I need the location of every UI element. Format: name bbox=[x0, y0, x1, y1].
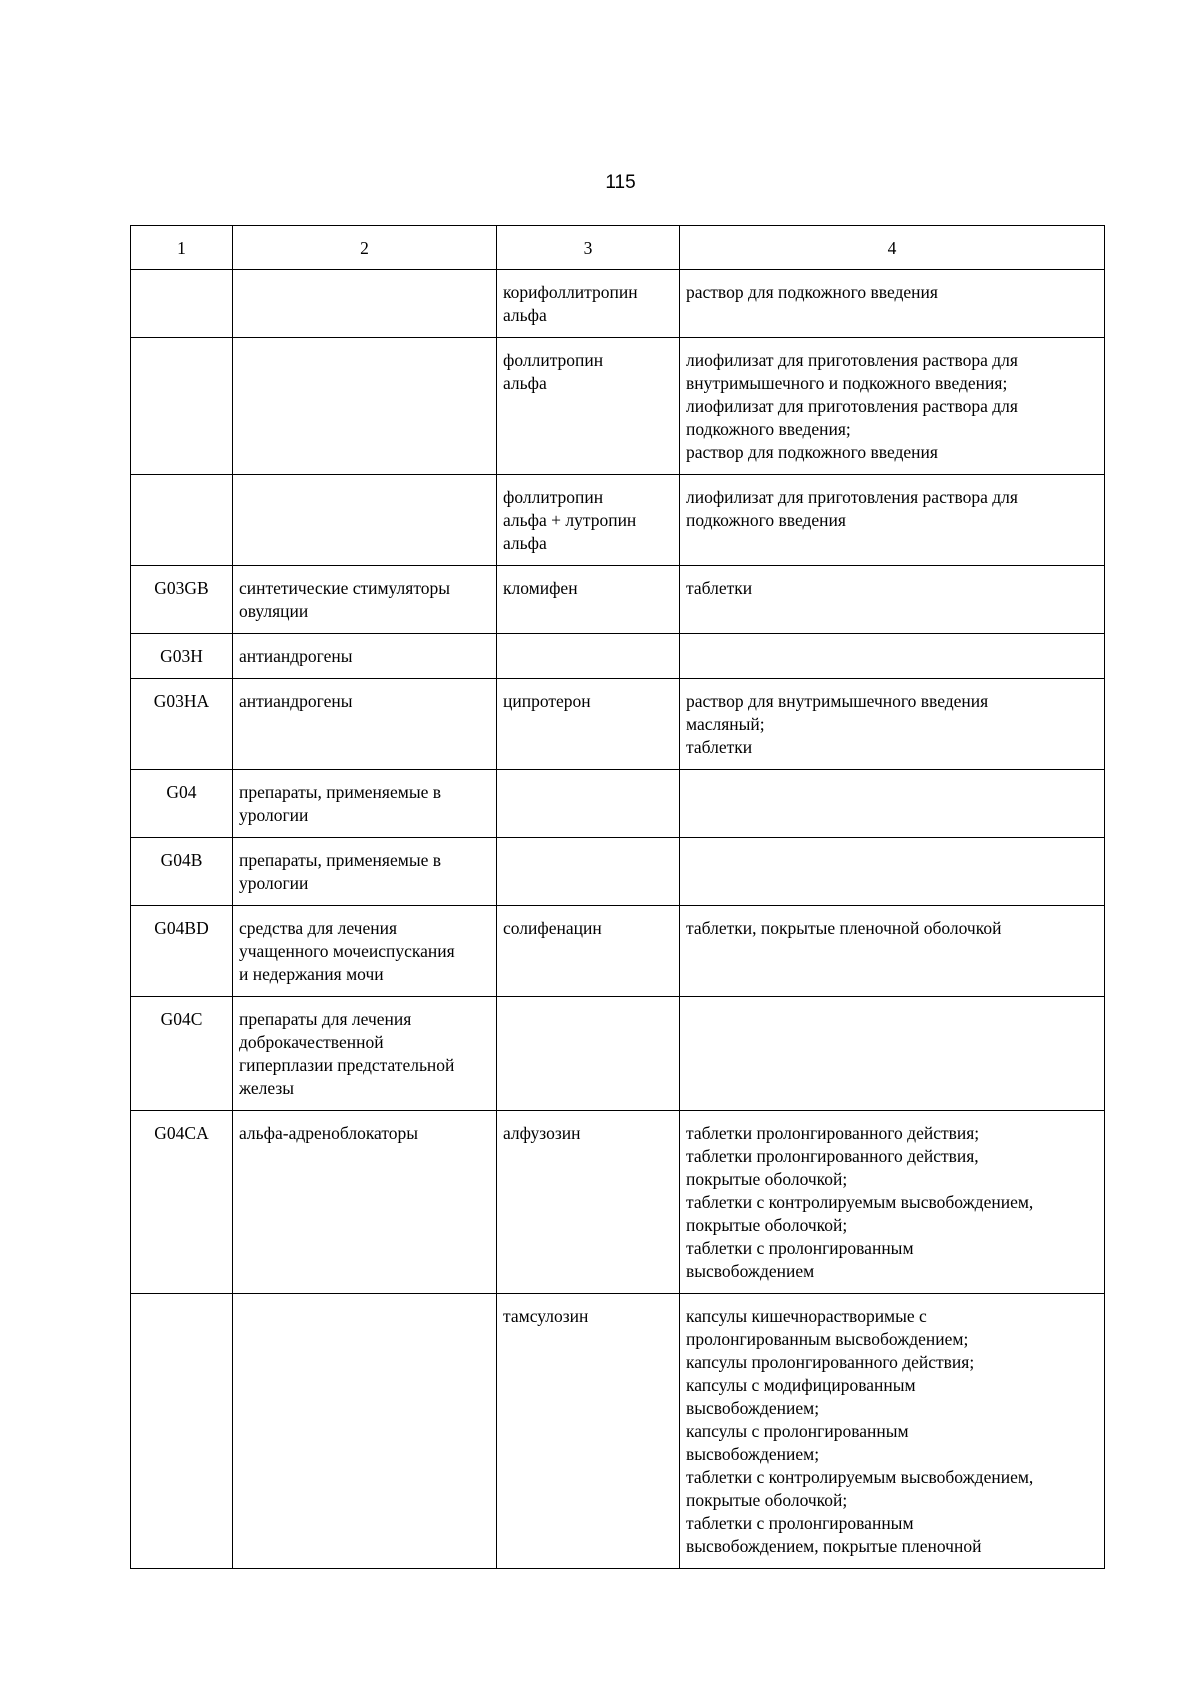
group-name-line: альфа-адреноблокаторы bbox=[239, 1123, 419, 1143]
group-name-line: антиандрогены bbox=[239, 646, 353, 666]
table-row bbox=[131, 1111, 1105, 1294]
dosage-forms-cell bbox=[680, 475, 1105, 566]
table-row bbox=[131, 770, 1105, 838]
table-row bbox=[131, 906, 1105, 997]
group-name-cell bbox=[233, 838, 497, 906]
dosage-forms-cell bbox=[680, 270, 1105, 338]
drug-name-cell bbox=[497, 566, 680, 634]
dosage-form-line: таблетки с контролируемым высвобождением, bbox=[686, 1467, 1034, 1487]
drug-name-cell bbox=[497, 338, 680, 475]
table-body bbox=[131, 270, 1105, 1569]
group-name-cell bbox=[233, 634, 497, 679]
dosage-forms-cell bbox=[680, 679, 1105, 770]
table-row bbox=[131, 475, 1105, 566]
dosage-form-line: высвобождением; bbox=[686, 1398, 820, 1418]
dosage-forms-cell bbox=[680, 338, 1105, 475]
drug-name-cell bbox=[497, 270, 680, 338]
dosage-forms-cell bbox=[680, 838, 1105, 906]
dosage-form-line: таблетки с пролонгированным bbox=[686, 1513, 914, 1533]
dosage-form-line: высвобождением; bbox=[686, 1444, 820, 1464]
atc-code-cell bbox=[131, 270, 233, 338]
dosage-form-line: таблетки, покрытые пленочной оболочкой bbox=[686, 918, 1002, 938]
drug-name-line: ципротерон bbox=[503, 691, 591, 711]
atc-code-cell: G03H bbox=[131, 634, 233, 679]
atc-code-cell: G03GB bbox=[131, 566, 233, 634]
atc-code-cell bbox=[131, 338, 233, 475]
dosage-form-line: лиофилизат для приготовления раствора для bbox=[686, 487, 1018, 507]
table-row bbox=[131, 1294, 1105, 1569]
atc-code-cell: G04BD bbox=[131, 906, 233, 997]
group-name-line: овуляции bbox=[239, 601, 309, 621]
dosage-form-line: масляный; bbox=[686, 714, 765, 734]
group-name-line: препараты для лечения bbox=[239, 1009, 412, 1029]
dosage-forms-cell bbox=[680, 1111, 1105, 1294]
dosage-form-line: покрытые оболочкой; bbox=[686, 1215, 848, 1235]
atc-code-cell bbox=[131, 475, 233, 566]
dosage-form-line: внутримышечного и подкожного введения; bbox=[686, 373, 1008, 393]
drug-name-line: альфа bbox=[503, 305, 547, 325]
group-name-line: доброкачественной bbox=[239, 1032, 384, 1052]
group-name-line: препараты, применяемые в bbox=[239, 850, 441, 870]
drug-name-line: фоллитропин bbox=[503, 487, 604, 507]
dosage-form-line: таблетки с пролонгированным bbox=[686, 1238, 914, 1258]
drug-name-cell bbox=[497, 475, 680, 566]
dosage-form-line: раствор для подкожного введения bbox=[686, 442, 938, 462]
dosage-form-line: капсулы с модифицированным bbox=[686, 1375, 916, 1395]
group-name-line: и недержания мочи bbox=[239, 964, 384, 984]
table-row bbox=[131, 338, 1105, 475]
dosage-form-line: таблетки bbox=[686, 578, 753, 598]
drug-name-line: фоллитропин bbox=[503, 350, 604, 370]
dosage-forms-cell bbox=[680, 770, 1105, 838]
dosage-form-line: покрытые оболочкой; bbox=[686, 1490, 848, 1510]
drug-name-cell bbox=[497, 838, 680, 906]
drug-name-line: алфузозин bbox=[503, 1123, 581, 1143]
group-name-line: средства для лечения bbox=[239, 918, 398, 938]
header-col-3: 3 bbox=[497, 226, 680, 270]
header-col-2: 2 bbox=[233, 226, 497, 270]
dosage-forms-cell bbox=[680, 906, 1105, 997]
drug-name-cell bbox=[497, 997, 680, 1111]
group-name-line: урологии bbox=[239, 873, 309, 893]
group-name-line: железы bbox=[239, 1078, 295, 1098]
atc-code-cell: G04B bbox=[131, 838, 233, 906]
drug-name-cell bbox=[497, 679, 680, 770]
group-name-cell bbox=[233, 770, 497, 838]
drug-name-cell bbox=[497, 634, 680, 679]
group-name-cell bbox=[233, 270, 497, 338]
dosage-form-line: таблетки пролонгированного действия; bbox=[686, 1123, 980, 1143]
dosage-form-line: капсулы кишечнорастворимые с bbox=[686, 1306, 927, 1326]
dosage-form-line: подкожного введения bbox=[686, 510, 846, 530]
dosage-form-line: подкожного введения; bbox=[686, 419, 851, 439]
group-name-cell bbox=[233, 679, 497, 770]
drug-name-line: тамсулозин bbox=[503, 1306, 589, 1326]
group-name-line: синтетические стимуляторы bbox=[239, 578, 450, 598]
atc-code-cell: G03HA bbox=[131, 679, 233, 770]
drug-name-line: кломифен bbox=[503, 578, 578, 598]
group-name-cell bbox=[233, 475, 497, 566]
dosage-form-line: высвобождением bbox=[686, 1261, 815, 1281]
drug-name-line: альфа + лутропин bbox=[503, 510, 637, 530]
dosage-form-line: лиофилизат для приготовления раствора для bbox=[686, 396, 1018, 416]
header-col-1: 1 bbox=[131, 226, 233, 270]
group-name-line: урологии bbox=[239, 805, 309, 825]
atc-code-cell: G04CA bbox=[131, 1111, 233, 1294]
dosage-form-line: капсулы пролонгированного действия; bbox=[686, 1352, 975, 1372]
table-row bbox=[131, 634, 1105, 679]
table-row bbox=[131, 270, 1105, 338]
dosage-form-line: таблетки bbox=[686, 737, 753, 757]
dosage-form-line: покрытые оболочкой; bbox=[686, 1169, 848, 1189]
group-name-cell bbox=[233, 1294, 497, 1569]
group-name-cell bbox=[233, 1111, 497, 1294]
dosage-form-line: лиофилизат для приготовления раствора для bbox=[686, 350, 1018, 370]
group-name-line: учащенного мочеиспускания bbox=[239, 941, 455, 961]
dosage-form-line: пролонгированным высвобождением; bbox=[686, 1329, 969, 1349]
drug-name-cell bbox=[497, 906, 680, 997]
group-name-cell bbox=[233, 997, 497, 1111]
atc-code-cell bbox=[131, 1294, 233, 1569]
dosage-form-line: таблетки пролонгированного действия, bbox=[686, 1146, 979, 1166]
table-row bbox=[131, 997, 1105, 1111]
page-number: 115 bbox=[605, 172, 636, 193]
drug-name-line: альфа bbox=[503, 373, 547, 393]
dosage-form-line: капсулы с пролонгированным bbox=[686, 1421, 909, 1441]
group-name-line: гиперплазии предстательной bbox=[239, 1055, 455, 1075]
table-row bbox=[131, 679, 1105, 770]
table-row bbox=[131, 838, 1105, 906]
atc-code-cell: G04 bbox=[131, 770, 233, 838]
dosage-form-line: раствор для подкожного введения bbox=[686, 282, 938, 302]
header-row bbox=[131, 226, 1105, 270]
dosage-forms-cell bbox=[680, 1294, 1105, 1569]
dosage-forms-cell bbox=[680, 997, 1105, 1111]
group-name-line: препараты, применяемые в bbox=[239, 782, 441, 802]
group-name-cell bbox=[233, 566, 497, 634]
group-name-cell bbox=[233, 906, 497, 997]
atc-code-cell: G04C bbox=[131, 997, 233, 1111]
header-col-4: 4 bbox=[680, 226, 1105, 270]
drug-name-cell bbox=[497, 1111, 680, 1294]
drug-name-line: альфа bbox=[503, 533, 547, 553]
group-name-line: антиандрогены bbox=[239, 691, 353, 711]
group-name-cell bbox=[233, 338, 497, 475]
table-row bbox=[131, 566, 1105, 634]
dosage-forms-cell bbox=[680, 634, 1105, 679]
drug-table bbox=[130, 225, 1105, 1569]
dosage-form-line: таблетки с контролируемым высвобождением, bbox=[686, 1192, 1034, 1212]
dosage-forms-cell bbox=[680, 566, 1105, 634]
dosage-form-line: раствор для внутримышечного введения bbox=[686, 691, 989, 711]
drug-name-cell bbox=[497, 770, 680, 838]
drug-name-line: солифенацин bbox=[503, 918, 602, 938]
drug-name-line: корифоллитропин bbox=[503, 282, 638, 302]
drug-name-cell bbox=[497, 1294, 680, 1569]
dosage-form-line: высвобождением, покрытые пленочной bbox=[686, 1536, 982, 1556]
